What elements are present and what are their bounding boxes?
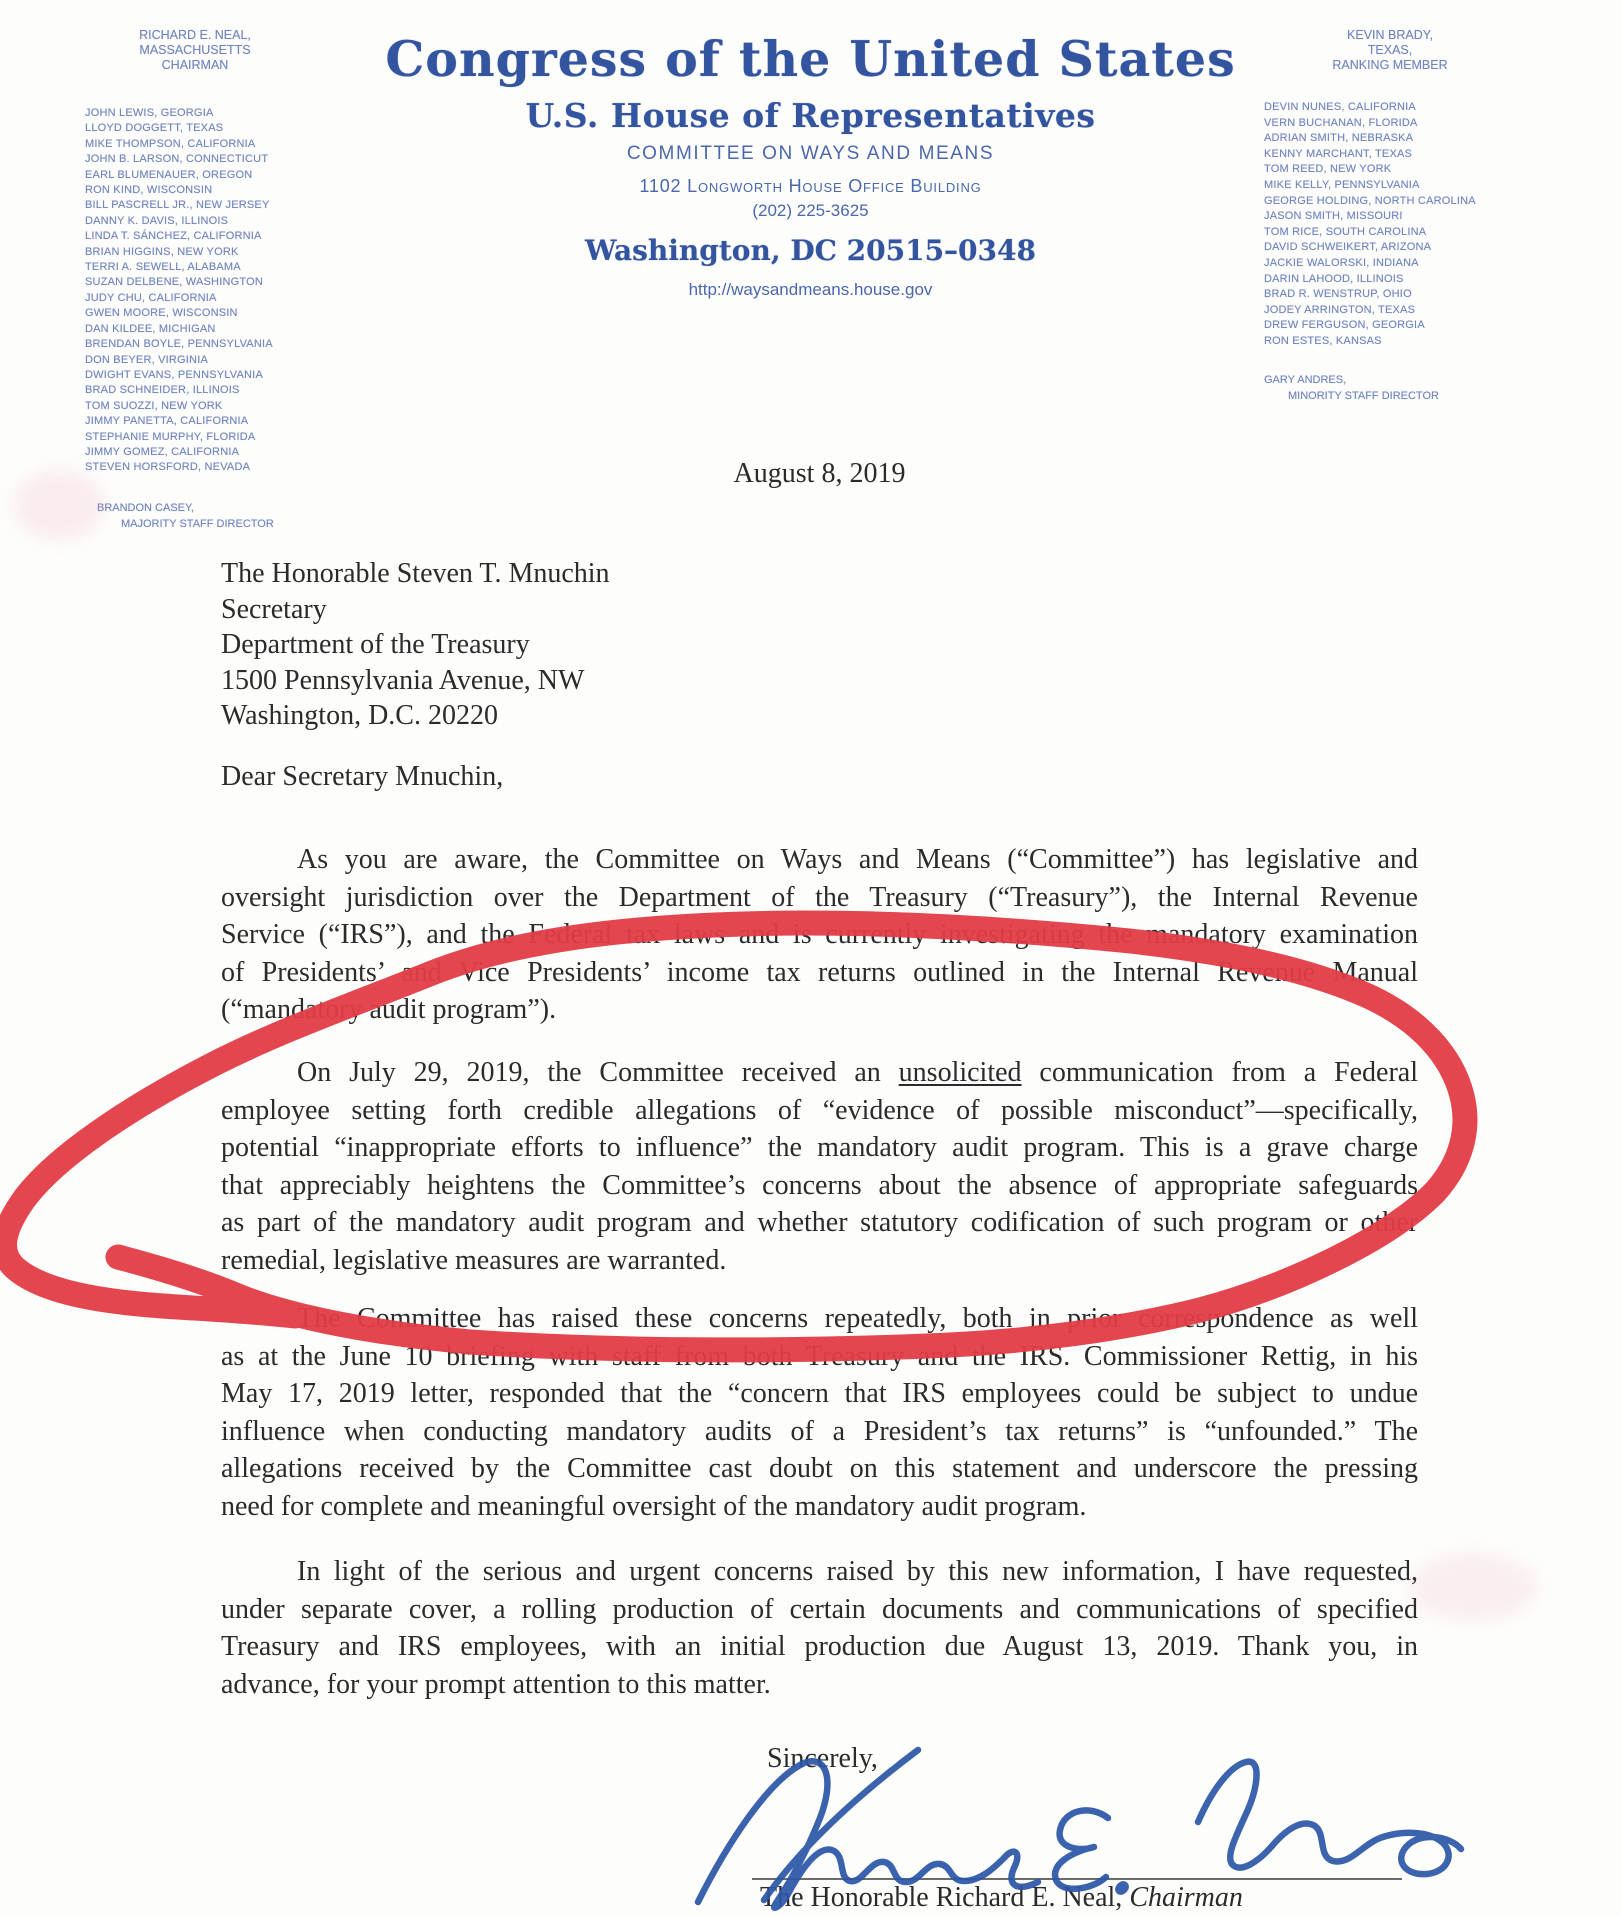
minority-member: TOM RICE, SOUTH CAROLINA bbox=[1264, 225, 1427, 238]
chairman-block bbox=[88, 28, 302, 73]
ranking-block-line: KEVIN BRADY, bbox=[1347, 28, 1433, 42]
letter-line: of Presidents’ and Vice Presidents’ income tax returns outlined in the Internal Revenue Manual bbox=[221, 956, 1418, 988]
recipient-line: 1500 Pennsylvania Avenue, NW bbox=[221, 664, 585, 696]
majority-members-list bbox=[85, 106, 273, 476]
minority-member: RON ESTES, KANSAS bbox=[1264, 334, 1382, 347]
minority-member: GEORGE HOLDING, NORTH CAROLINA bbox=[1264, 194, 1476, 207]
majority-member: JIMMY GOMEZ, CALIFORNIA bbox=[85, 445, 240, 458]
signature-rule bbox=[752, 1878, 1402, 1880]
majority-member: BRENDAN BOYLE, PENNSYLVANIA bbox=[85, 338, 273, 351]
letter-line: In light of the serious and urgent concerns raised by this new information, I have requested, bbox=[297, 1556, 1418, 1587]
majority-member: LLOYD DOGGETT, TEXAS bbox=[85, 122, 224, 135]
ranking-block-line: RANKING MEMBER bbox=[1332, 58, 1448, 72]
ranking-member-block bbox=[1268, 28, 1512, 73]
majority-member: BILL PASCRELL JR., NEW JERSEY bbox=[85, 199, 270, 212]
recipient-line: Washington, D.C. 20220 bbox=[221, 700, 498, 731]
minority-member: VERN BUCHANAN, FLORIDA bbox=[1264, 116, 1418, 129]
majority-member: SUZAN DELBENE, WASHINGTON bbox=[85, 276, 263, 289]
minority-staff-line: GARY ANDRES, bbox=[1264, 374, 1347, 386]
letter-line: (“mandatory audit program”). bbox=[221, 994, 557, 1025]
minority-members-list bbox=[1264, 100, 1476, 350]
majority-member: LINDA T. SÁNCHEZ, CALIFORNIA bbox=[85, 230, 262, 243]
letterhead-congress: Congress of the United States bbox=[385, 30, 1236, 88]
salutation: Dear Secretary Mnuchin, bbox=[221, 761, 504, 792]
letterhead-url: http://waysandmeans.house.gov bbox=[688, 280, 933, 299]
recipient-line: Department of the Treasury bbox=[221, 629, 530, 660]
letter-line: oversight jurisdiction over the Department of the Treasury (“Treasury”), the Internal Revenue bbox=[221, 881, 1418, 913]
paragraph-4 bbox=[221, 1553, 1418, 1703]
minority-member: JASON SMITH, MISSOURI bbox=[1264, 210, 1403, 223]
letter-line: The Committee has raised these concerns repeatedly, both in prior correspondence as well bbox=[297, 1303, 1418, 1334]
majority-member: STEPHANIE MURPHY, FLORIDA bbox=[85, 430, 256, 443]
letter-line: need for complete and meaningful oversight of the mandatory audit program. bbox=[221, 1490, 1087, 1522]
letterhead-city-zip: Washington, DC 20515–0348 bbox=[585, 234, 1036, 267]
majority-member: JUDY CHU, CALIFORNIA bbox=[85, 291, 217, 304]
majority-member: DANNY K. DAVIS, ILLINOIS bbox=[85, 214, 229, 227]
letter-line: May 17, 2019 letter, responded that the “concern that IRS employees could be subject to undue bbox=[221, 1378, 1418, 1409]
majority-member: DWIGHT EVANS, PENNSYLVANIA bbox=[85, 368, 263, 381]
scan-smudge bbox=[1408, 1552, 1538, 1622]
paragraph-2-circled bbox=[221, 1054, 1418, 1279]
paragraph-1 bbox=[221, 841, 1418, 1029]
letter-line: as at the June 10 briefing with staff from both Treasury and the IRS. Commissioner Rettig, in his bbox=[221, 1340, 1418, 1372]
majority-member: JOHN B. LARSON, CONNECTICUT bbox=[85, 153, 269, 166]
letter-line: As you are aware, the Committee on Ways and Means (“Committee”) has legislative and bbox=[297, 844, 1418, 875]
letter-line: potential “inappropriate efforts to influence” the mandatory audit program. This is a grave charge bbox=[221, 1132, 1418, 1163]
majority-member: RON KIND, WISCONSIN bbox=[85, 184, 213, 197]
minority-member: BRAD R. WENSTRUP, OHIO bbox=[1264, 288, 1412, 301]
minority-member: DREW FERGUSON, GEORGIA bbox=[1264, 319, 1425, 332]
majority-member: BRAD SCHNEIDER, ILLINOIS bbox=[85, 384, 240, 397]
minority-member: MIKE KELLY, PENNSYLVANIA bbox=[1264, 178, 1420, 191]
majority-member: JOHN LEWIS, GEORGIA bbox=[85, 107, 214, 119]
majority-member: DON BEYER, VIRGINIA bbox=[85, 353, 208, 366]
letter-line: as part of the mandatory audit program and whether statutory codification of such program or other bbox=[221, 1207, 1418, 1238]
minority-member: DEVIN NUNES, CALIFORNIA bbox=[1264, 101, 1416, 113]
letterhead-building-address: 1102 Longworth House Office Building bbox=[639, 176, 982, 196]
chairman-block-line: MASSACHUSETTS bbox=[139, 43, 251, 57]
majority-member: STEVEN HORSFORD, NEVADA bbox=[85, 461, 251, 474]
letterhead-committee: COMMITTEE ON WAYS AND MEANS bbox=[626, 143, 995, 164]
letter-line: advance, for your prompt attention to this matter. bbox=[221, 1668, 771, 1700]
letter-line: allegations received by the Committee cast doubt on this statement and underscore the pressing bbox=[221, 1453, 1418, 1484]
ranking-block-line: TEXAS, bbox=[1367, 43, 1413, 57]
letter-line: remedial, legislative measures are warranted. bbox=[221, 1244, 727, 1276]
minority-member: JACKIE WALORSKI, INDIANA bbox=[1264, 256, 1419, 269]
minority-member: DAVID SCHWEIKERT, ARIZONA bbox=[1264, 241, 1432, 254]
minority-staff-line: MINORITY STAFF DIRECTOR bbox=[1288, 390, 1439, 402]
letter-line: influence when conducting mandatory audits of a President’s tax returns” is “unfounded.” The bbox=[221, 1415, 1418, 1447]
chairman-block-line: CHAIRMAN bbox=[161, 58, 229, 72]
scan-smudge bbox=[14, 470, 104, 540]
letter-line: Treasury and IRS employees, with an initial production due August 13, 2019. Thank you, in bbox=[221, 1631, 1418, 1662]
majority-member: BRIAN HIGGINS, NEW YORK bbox=[85, 245, 239, 258]
majority-member: GWEN MOORE, WISCONSIN bbox=[85, 307, 238, 320]
paragraph-3 bbox=[221, 1300, 1418, 1525]
majority-staff-line: BRANDON CASEY, bbox=[97, 502, 194, 514]
letter-line: employee setting forth credible allegations of “evidence of possible misconduct”—specifically, bbox=[221, 1094, 1418, 1126]
majority-staff-line: MAJORITY STAFF DIRECTOR bbox=[121, 518, 274, 530]
signer-title-text: Chairman bbox=[1129, 1882, 1243, 1913]
letter-line: Service (“IRS”), and the Federal tax laws and is currently investigating the mandatory examination bbox=[221, 919, 1418, 950]
majority-member: MIKE THOMPSON, CALIFORNIA bbox=[85, 137, 256, 150]
minority-staff-director bbox=[1264, 372, 1439, 404]
majority-member: TERRI A. SEWELL, ALABAMA bbox=[85, 261, 241, 274]
chairman-block-line: RICHARD E. NEAL, bbox=[139, 28, 251, 42]
recipient-address-block bbox=[221, 556, 610, 734]
majority-staff-director bbox=[97, 500, 274, 532]
signer-name: The Honorable Richard E. Neal, bbox=[760, 1882, 1123, 1913]
letterhead-house: U.S. House of Representatives bbox=[525, 96, 1096, 135]
closing-sincerely: Sincerely, bbox=[767, 1743, 878, 1774]
letterhead-phone: (202) 225-3625 bbox=[752, 201, 869, 220]
majority-member: TOM SUOZZI, NEW YORK bbox=[85, 399, 223, 412]
majority-member: JIMMY PANETTA, CALIFORNIA bbox=[85, 415, 249, 428]
minority-member: TOM REED, NEW YORK bbox=[1264, 163, 1392, 176]
letter-line: under separate cover, a rolling production of certain documents and communications of specified bbox=[221, 1593, 1418, 1625]
majority-member: EARL BLUMENAUER, OREGON bbox=[85, 168, 253, 181]
minority-member: JODEY ARRINGTON, TEXAS bbox=[1264, 303, 1416, 316]
letter-date: August 8, 2019 bbox=[733, 458, 906, 489]
letter-line: that appreciably heightens the Committee’s concerns about the absence of appropriate safeguards bbox=[221, 1169, 1418, 1201]
minority-member: DARIN LAHOOD, ILLINOIS bbox=[1264, 272, 1404, 285]
minority-member: ADRIAN SMITH, NEBRASKA bbox=[1264, 132, 1414, 145]
signer-name-line bbox=[760, 1882, 1243, 1914]
recipient-line: The Honorable Steven T. Mnuchin bbox=[221, 558, 610, 589]
majority-member: DAN KILDEE, MICHIGAN bbox=[85, 322, 216, 335]
letter-line: On July 29, 2019, the Committee received an unsolicited communication from a Federal bbox=[297, 1057, 1418, 1088]
recipient-line: Secretary bbox=[221, 593, 327, 625]
minority-member: KENNY MARCHANT, TEXAS bbox=[1264, 147, 1413, 160]
